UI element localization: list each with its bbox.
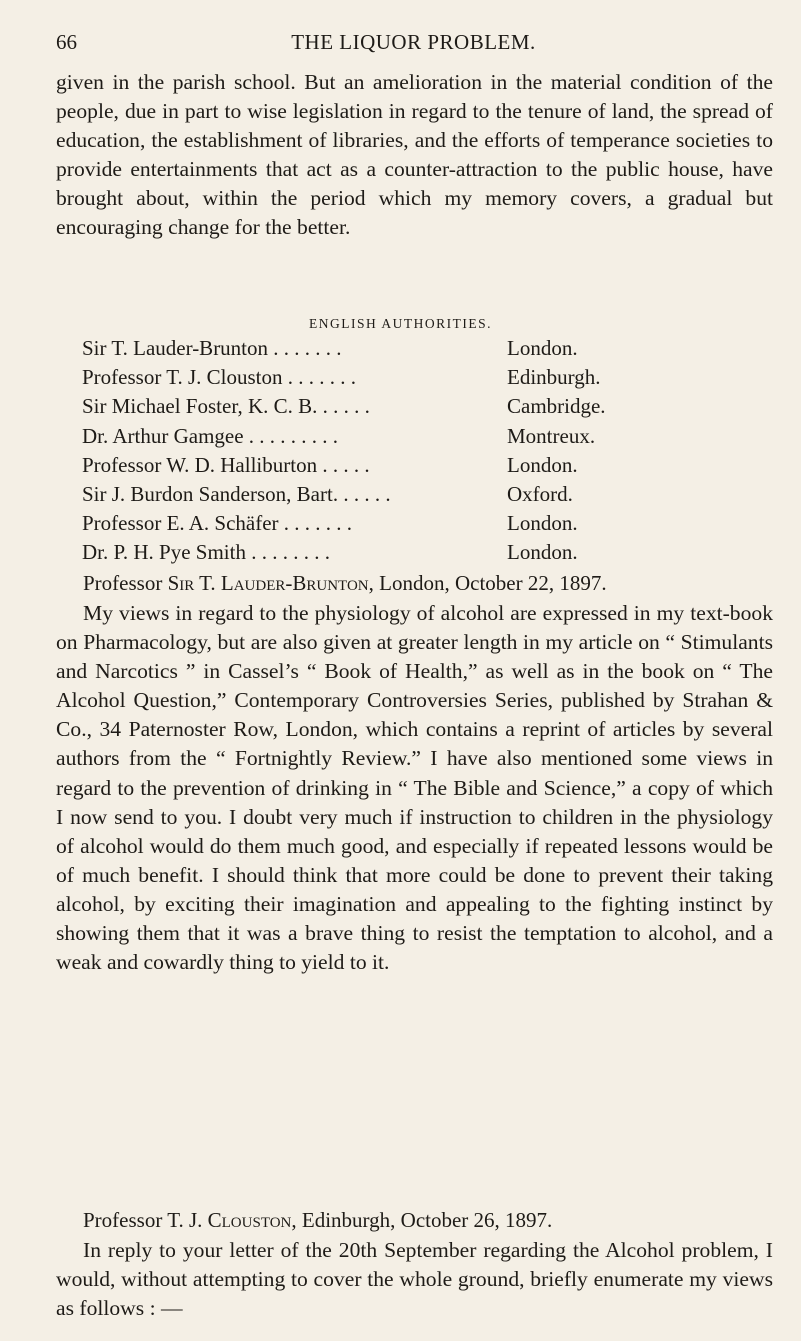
authority-place: Montreux. bbox=[507, 423, 596, 448]
authority-entry bbox=[82, 538, 642, 567]
authority-place: London. bbox=[507, 540, 578, 565]
authority-name: Sir Michael Foster, K. C. B. . . . . . bbox=[82, 394, 370, 419]
letter-body: My views in regard to the physiology of alcohol are expressed in my text-book on Pharmacology, but are also given at greater length in my article on “ Stimulants and Narcotics ” in Cassel’s “ Book of Health,” as well as in the book on “ The Alcohol Question,” Contemporary Controversies Series, published by Strahan & Co., 34 Paternoster Row, London, which contains a reprint of articles by several authors from the “ Fortnightly Review.” I have also mentioned some views in regard to the prevention of drinking in “ The Bible and Science,” a copy of which I now send to you. I doubt very much if instruction to children in the physiology of alcohol would do them much good, and especially if repeated lessons would be of much benefit. I should think that more could be done to prevent their taking alcohol, by exciting their imagination and appealing to the fighting instinct by showing them that it was a brave thing to resist the temptation to alcohol, and a weak and cowardly thing to yield to it. bbox=[56, 601, 773, 975]
authority-entry bbox=[82, 334, 642, 363]
letter-author-name: Clouston bbox=[207, 1208, 292, 1232]
opening-paragraph: given in the parish school. But an amelioration in the material condition of the people, due in part to wise legislation in regard to the tenure of land, the spread of education, the establishment of libraries, and the efforts of temperance societies to provide entertainments that act as a counter-attraction to the public house, have brought about, within the period which my memory covers, a gradual but encouraging change for the better. bbox=[56, 70, 773, 240]
letter-heading-suffix: , Edinburgh, October 26, 1897. bbox=[291, 1208, 553, 1232]
page-number: 66 bbox=[56, 30, 77, 54]
authority-entry bbox=[82, 480, 642, 509]
authority-place: London. bbox=[507, 336, 578, 360]
authority-name: Dr. Arthur Gamgee . . . . . . . . . bbox=[82, 423, 339, 448]
page-header bbox=[56, 30, 771, 60]
authority-entry bbox=[82, 509, 642, 538]
authorities-list bbox=[82, 334, 642, 568]
letter-body: In reply to your letter of the 20th September regarding the Alcohol problem, I would, without attempting to cover the whole ground, briefly enumerate my views as follows : — bbox=[56, 1238, 773, 1321]
authority-place: London. bbox=[507, 452, 578, 477]
letter-heading-suffix: , London, October 22, 1897. bbox=[368, 571, 607, 595]
authority-name: Professor E. A. Schäfer . . . . . . . bbox=[82, 511, 353, 536]
letter-heading-prefix: Professor bbox=[83, 571, 168, 595]
letter-heading bbox=[83, 569, 607, 598]
authority-name: Professor W. D. Halliburton . . . . . bbox=[82, 452, 370, 477]
authority-place: Edinburgh. bbox=[507, 365, 601, 390]
authority-entry bbox=[82, 451, 642, 480]
authority-entry bbox=[82, 363, 642, 392]
letter-author-name: Sir T. Lauder-Brunton bbox=[167, 571, 369, 595]
authority-place: London. bbox=[507, 511, 578, 536]
opening-paragraph-block bbox=[56, 68, 773, 243]
authority-place: Oxford. bbox=[507, 481, 573, 506]
letter-body-block bbox=[56, 1236, 773, 1323]
authority-place: Cambridge. bbox=[507, 394, 606, 419]
authority-name: Sir J. Burdon Sanderson, Bart. . . . . . bbox=[82, 481, 391, 506]
authority-name: Sir T. Lauder-Brunton . . . . . . . bbox=[82, 336, 342, 360]
authority-name: Dr. P. H. Pye Smith . . . . . . . . bbox=[82, 540, 330, 565]
letter-body-block bbox=[56, 599, 773, 977]
authority-entry bbox=[82, 422, 642, 451]
authority-entry bbox=[82, 392, 642, 421]
letter-heading bbox=[83, 1206, 552, 1235]
authority-name: Professor T. J. Clouston . . . . . . . bbox=[82, 365, 356, 390]
letter-heading-prefix: Professor T. J. bbox=[83, 1208, 208, 1232]
authorities-heading: ENGLISH AUTHORITIES. bbox=[309, 316, 492, 331]
running-title: THE LIQUOR PROBLEM. bbox=[291, 30, 536, 54]
